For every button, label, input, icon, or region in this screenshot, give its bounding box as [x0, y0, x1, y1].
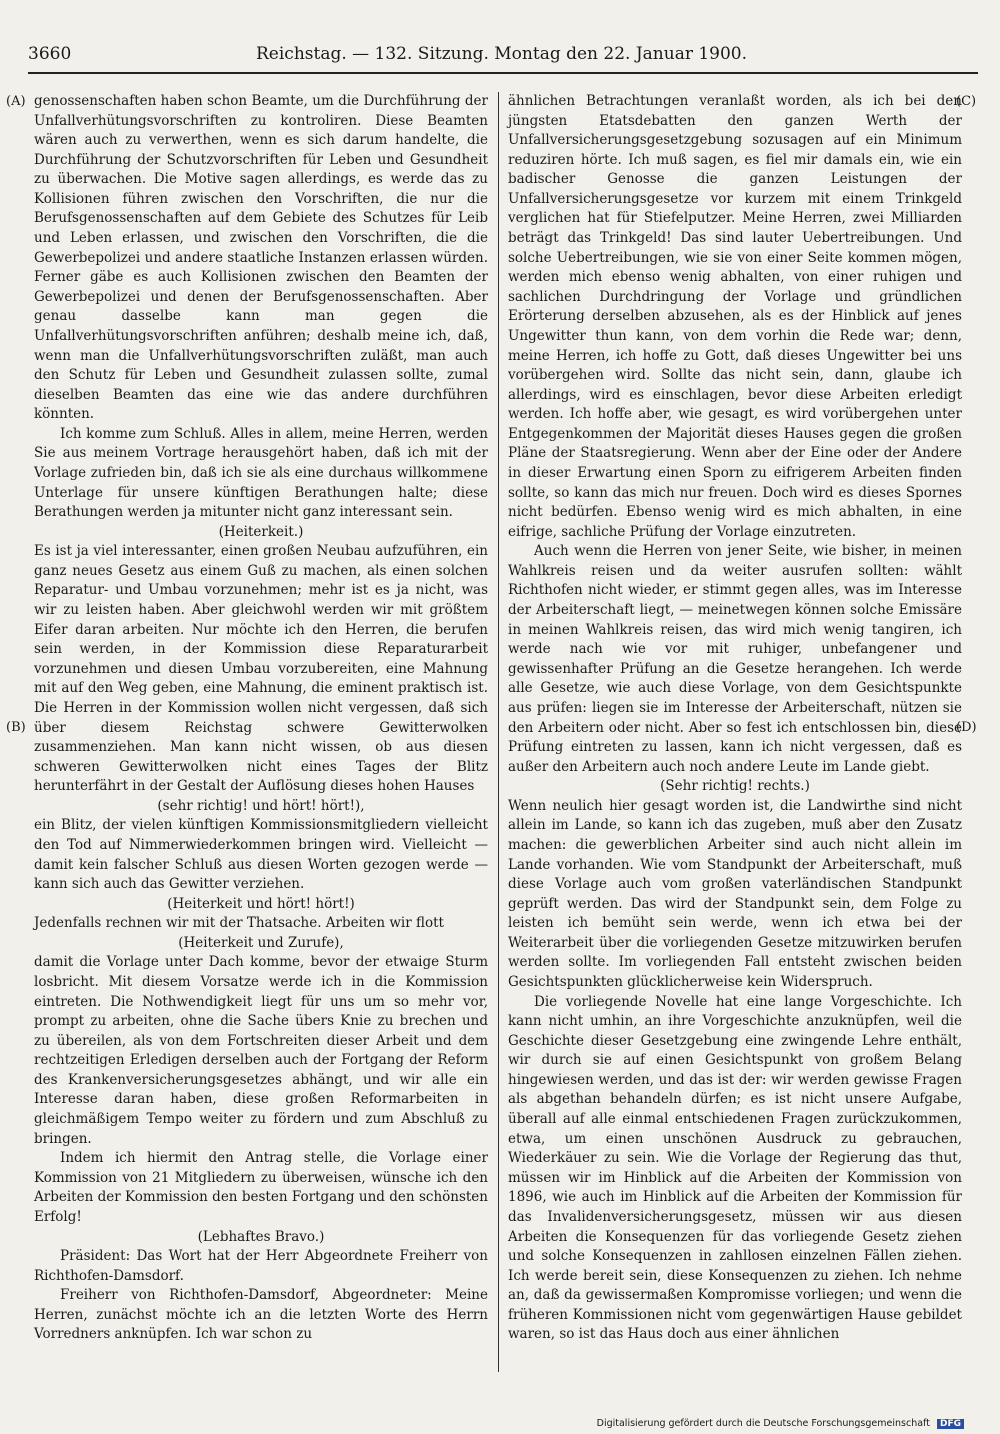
margin-marker-d: (D)	[956, 720, 977, 735]
paragraph: Jedenfalls rechnen wir mit der Thatsache. Arbeiten wir flott	[34, 915, 444, 932]
paragraph: ähnlichen Betrachtungen veranlaßt worden, als ich bei den jüngsten Etatsdebatten den ganzen Werth der Unfallversicherungsgesetzgebung sozusagen auf ein Minimum reduziren hörte. Ich muß sagen, es fiel mir damals ein, wie ein badischer Genosse die ganzen Leistungen der Unfallversicherungsgesetze vor kurzem mit einem Trinkgeld verglichen hat für Stiefelputzer. Meine Herren, zwei Milliarden beträgt das Trinkgeld! Das sind lauter Uebertreibungen. Und solche Uebertreibungen, wie sie von einer Seite kommen mögen, werden mich ebenso wenig abhalten, von einer ruhigen und sachlichen Durchdringung der Vorlage und gründlichen Erörterung derselben abzusehen, als es der Hinblick auf jenes Ungewitter thun kann, von dem vorhin die Rede war; denn, meine Herren, ich hoffe zu Gott, daß dieses Ungewitter bei uns vorübergehen wird. Sollte das nicht sein, dann, glaube ich allerdings, wird es einschlagen, bevor diese Arbeiten erledigt werden. Ich hoffe aber, wie gesagt, es wird vorübergehen unter Entgegenkommen der Majorität dieses Hauses gegen die großen Pläne der Staatsregierung. Wenn aber der Eine oder der Andere in dieser Erwartung einen Sporn zu eifrigerem Arbeiten finden sollte, so kann das mich nur freuen. Doch wird es dieses Spornes nicht bedürfen. Ebenso wenig wird es mich abhalten, in eine eifrige, sachliche Prüfung der Vorlage einzutreten.	[508, 93, 962, 540]
interjection: (Heiterkeit und hört! hört!)	[167, 895, 355, 912]
margin-marker-b: (B)	[6, 720, 26, 735]
paragraph: Es ist ja viel interessanter, einen großen Neubau aufzuführen, ein ganz neues Gesetz aus einem Guß zu machen, als einen solchen Reparatur- und Umbau vorzunehmen; mehr ist es ja nicht, was wir zu leisten haben. Aber gleichwohl werden wir mit größtem Eifer daran arbeiten. Nur möchte ich den Herren, die berufen sein werden, in der Kommission diese Reparaturarbeit vorzunehmen und diesen Umbau vorzubereiten, eine Mahnung mit auf den Weg geben, eine Mahnung, die eminent praktisch ist. Die Herren in der Kommission wollen nicht vergessen, daß sich über diesem Reichstag schwere Gewitterwolken zusammenziehen. Man kann nicht wissen, ob aus diesen schweren Gewitterwolken nicht eines Tages der Blitz herunterfährt in der Gestalt der Auflösung dieses hohen Hauses	[34, 543, 488, 795]
paragraph: ein Blitz, der vielen künftigen Kommissionsmitgliedern vielleicht den Tod auf Nimmerwiederkommen bringen wird. Vielleicht — damit kein falscher Schluß aus diesen Worten gezogen werde — kann sich auch das Gewitter verziehen.	[34, 817, 488, 893]
right-column	[508, 92, 962, 1345]
dfg-logo-icon: DFG	[937, 1419, 964, 1429]
margin-marker-a: (A)	[6, 94, 26, 109]
left-column	[34, 92, 488, 1345]
interjection: (sehr richtig! und hört! hört!),	[157, 797, 365, 814]
interjection: (Sehr richtig! rechts.)	[660, 778, 810, 795]
header-rule	[28, 72, 978, 74]
running-head: Reichstag. — 132. Sitzung. Montag den 22. Januar 1900.	[256, 44, 748, 64]
footer-text: Digitalisierung gefördert durch die Deutsche Forschungsgemeinschaft	[596, 1418, 930, 1429]
column-divider	[498, 92, 499, 1372]
speaker-paragraph: Präsident: Das Wort hat der Herr Abgeordnete Freiherr von Richthofen-Damsdorf.	[34, 1248, 488, 1284]
paragraph: Wenn neulich hier gesagt worden ist, die Landwirthe sind nicht allein im Lande, so kann ich das zugeben, muß aber den Zusatz machen: die gewerblichen Arbeiter sind auch nicht allein im Lande vorhanden. Wie vom Standpunkt der Arbeiterschaft, muß diese Vorlage auch vom großen vaterländischen Standpunkt geprüft werden. Das wird der Standpunkt sein, dem Folge zu leisten ich bemüht sein werde, wenn ich etwa bei der Weiterarbeit über die vorliegenden Gesetze mitzuwirken berufen werden sollte. Im vorliegenden Fall entsteht zwischen beiden Gesichtspunkten glücklicherweise kein Widerspruch.	[508, 797, 962, 991]
paragraph: Ich komme zum Schluß. Alles in allem, meine Herren, werden Sie aus meinem Vortrage herausgehört haben, daß ich mit der Vorlage zufrieden bin, daß ich sie als eine durchaus willkommene Unterlage für unsere künftigen Berathungen halte; diese Berathungen werden ja mitunter nicht ganz interessant sein.	[34, 425, 488, 521]
paragraph: damit die Vorlage unter Dach komme, bevor der etwaige Sturm losbricht. Mit diesem Vorsatze werde ich in die Kommission eintreten. Die Nothwendigkeit liegt für uns um so mehr vor, prompt zu arbeiten, ohne die Sache übers Knie zu brechen und zu übereilen, als von dem Fortschreiten dieser Arbeit und dem rechtzeitigen Erledigen derselben auch der Fortgang der Reform des Krankenversicherungsgesetzes abhängt, und wir alle ein Interesse daran haben, diese großen Reformarbeiten in gleichmäßigem Tempo weiter zu fördern und zum Abschluß zu bringen.	[34, 954, 488, 1147]
interjection: (Heiterkeit und Zurufe),	[178, 934, 344, 951]
speaker-paragraph: Freiherr von Richthofen-Damsdorf, Abgeordneter: Meine Herren, zunächst möchte ich an die letzten Worte des Herrn Vorredners anknüpfen. Ich war schon zu	[34, 1287, 488, 1343]
paragraph: Die vorliegende Novelle hat eine lange Vorgeschichte. Ich kann nicht umhin, an ihre Vorgeschichte anzuknüpfen, weil die Geschichte dieser Gesetzgebung eine zwingende Lehre enthält, wir durch sie auf einen Gesichtspunkt von großem Belang hingewiesen werden, und das ist der: wir werden gewisse Fragen als abgethan behandeln dürfen; es ist nicht unsere Aufgabe, überall auf alle einmal entschiedenen Fragen zurückzukommen, etwa, um einen unschönen Ausdruck zu gebrauchen, Wiederkäuer zu sein. Wie die Vorlage der Regierung das thut, müssen wir im Hinblick auf die Arbeiten der Kommission von 1896, wie auch im Hinblick auf die Arbeiten der Kommission für das Invalidenversicherungsgesetz, müssen wir aus diesen Arbeiten die Konsequenzen für das vorliegende Gesetz ziehen und solche Konsequenzen in zahllosen einzelnen Fällen ziehen. Ich werde bereit sein, diese Konsequenzen zu ziehen. Ich nehme an, daß da gewissermaßen Kompromisse vorliegen; und wenn die früheren Kommissionen nicht vom gegenwärtigen Hause gebildet waren, so ist das Haus doch aus einer ähnlichen	[508, 993, 962, 1343]
footer-credit	[597, 1418, 964, 1429]
paragraph: Auch wenn die Herren von jener Seite, wie bisher, in meinen Wahlkreis reisen und da weiter ausrufen sollten: wählt Richthofen nicht wieder, er stimmt gegen alles, was im Interesse der Arbeiterschaft liegt, — meinetwegen können solche Emissäre in meinen Wahlkreis reisen, das wird mich wenig tangiren, ich werde nach wie vor mit ruhiger, unbefangener und gewissenhafter Prüfung an die Gesetze herangehen. Ich werde alle Gesetze, wie auch diese Vorlage, von dem Gesichtspunkte aus prüfen: liegen sie im Interesse der Arbeiterschaft, nützen sie den Arbeitern oder nicht. Aber so fest ich entschlossen bin, diese Prüfung eintreten zu lassen, kann ich nicht vergessen, daß es außer den Arbeitern auch noch andere Leute im Lande giebt.	[508, 543, 962, 775]
page-header	[28, 44, 978, 74]
page-number: 3660	[28, 44, 72, 64]
paragraph: genossenschaften haben schon Beamte, um die Durchführung der Unfallverhütungsvorschriften zu kontroliren. Diese Beamten wären auch zu verwerthen, wenn es sich darum handelte, die Durchführung der Schutzvorschriften für Leben und Gesundheit zu überwachen. Die Motive sagen allerdings, es werde das zu Kollisionen führen zwischen den Vorschriften, die nur die Berufsgenossenschaften auf dem Gebiete des Schutzes für Leib und Leben erlassen, und zwischen den Vorschriften, die die Gewerbepolizei und andere staatliche Instanzen erlassen würden. Ferner gäbe es auch Kollisionen zwischen den Beamten der Gewerbepolizei und denen der Berufsgenossenschaften. Aber genau dasselbe kann man gegen die Unfallverhütungsvorschriften anführen; deshalb meine ich, daß, wenn man die Unfallverhütungsvorschriften zuläßt, man auch den Schutz für Leben und Gesundheit zulassen sollte, zumal dieselben Beamten das eine wie das andere durchführen könnten.	[34, 93, 488, 423]
interjection: (Lebhaftes Bravo.)	[197, 1228, 325, 1245]
margin-marker-c: (C)	[956, 94, 977, 109]
interjection: (Heiterkeit.)	[218, 523, 304, 540]
paragraph: Indem ich hiermit den Antrag stelle, die Vorlage einer Kommission von 21 Mitgliedern zu überweisen, wünsche ich den Arbeiten der Kommission den besten Fortgang und den schönsten Erfolg!	[34, 1150, 488, 1225]
